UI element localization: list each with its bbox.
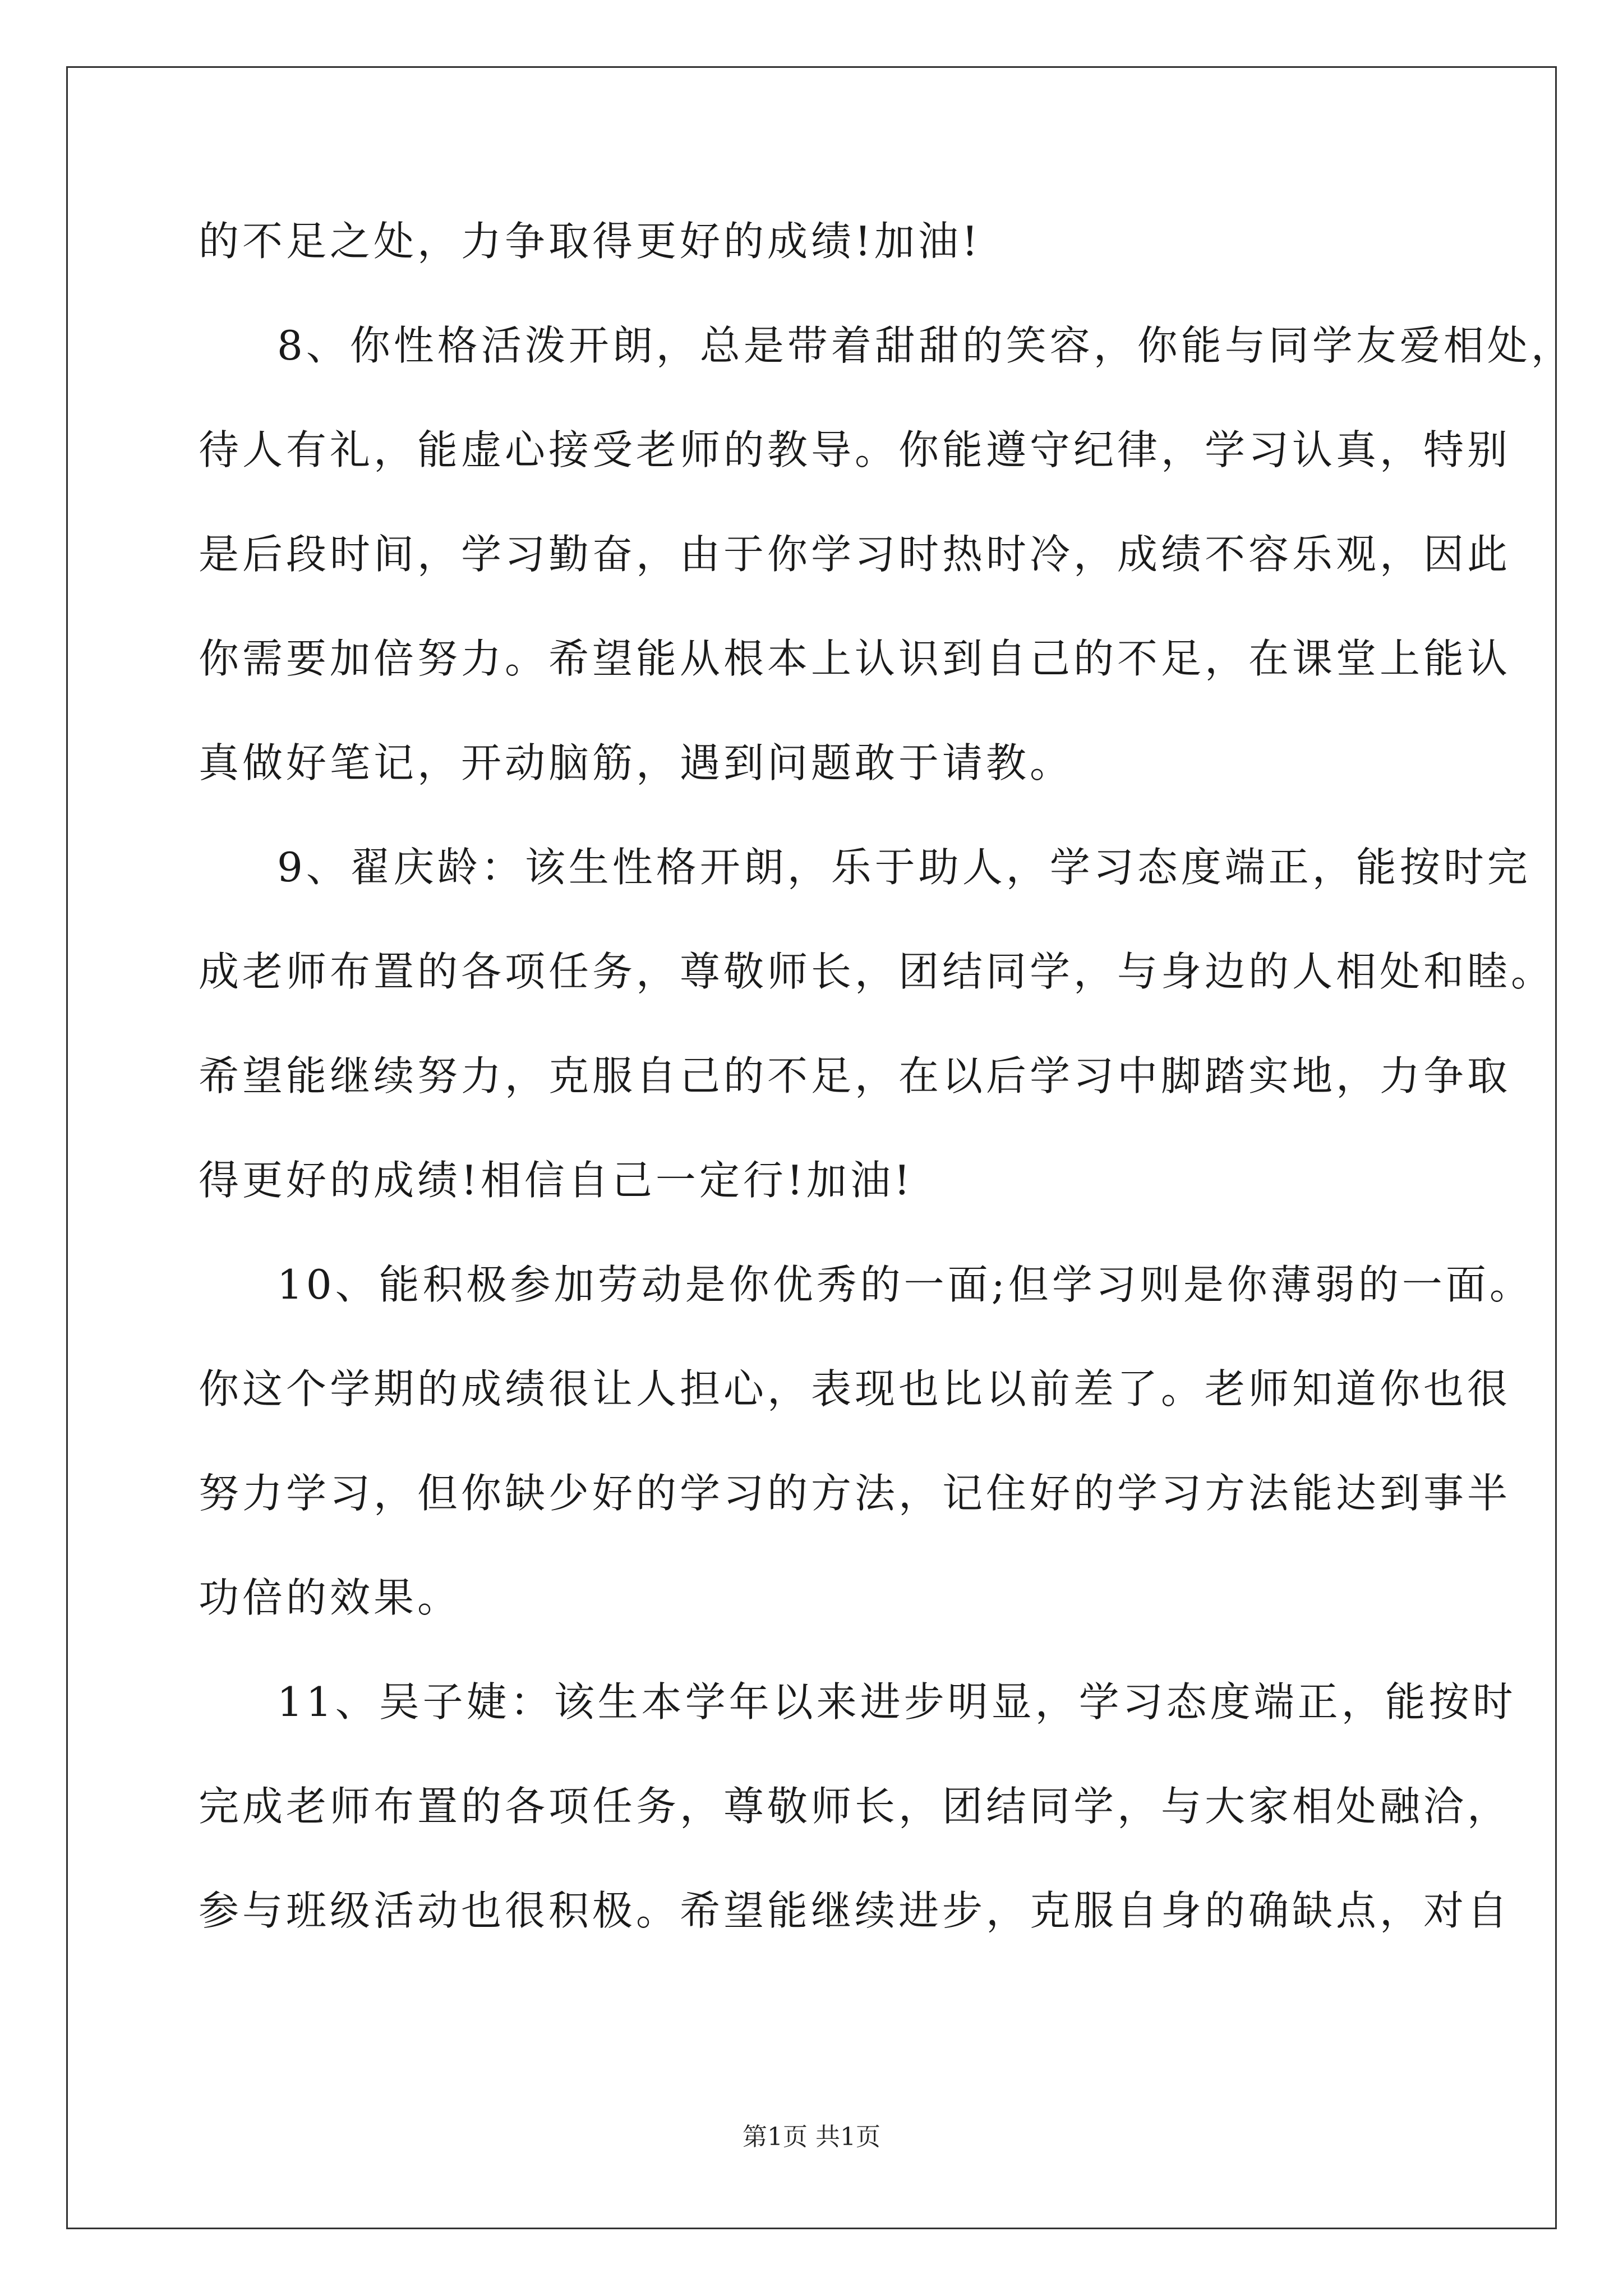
paragraph-8-start: 8、你性格活泼开朗，总是带着甜甜的笑容，你能与同学友爱相处， xyxy=(277,322,1575,369)
paragraph-11-start: 11、吴子婕：该生本学年以来进步明显，学习态度端正，能按时 xyxy=(277,1678,1516,1726)
text-line: 真做好笔记，开动脑筋，遇到问题敢于请教。 xyxy=(199,739,1074,786)
text-line: 的不足之处，力争取得更好的成绩!加油! xyxy=(199,218,981,265)
text-line: 你需要加倍努力。希望能从根本上认识到自己的不足，在课堂上能认 xyxy=(199,635,1511,682)
text-line: 你这个学期的成绩很让人担心，表现也比以前差了。老师知道你也很 xyxy=(199,1365,1511,1412)
text-line: 成老师布置的各项任务，尊敬师长，团结同学，与身边的人相处和睦。 xyxy=(199,948,1555,995)
text-line: 参与班级活动也很积极。希望能继续进步，克服自身的确缺点，对自 xyxy=(199,1887,1511,1934)
paragraph-9-start: 9、翟庆龄：该生性格开朗，乐于助人，学习态度端正，能按时完 xyxy=(277,844,1531,891)
text-line: 希望能继续努力，克服自己的不足，在以后学习中脚踏实地，力争取 xyxy=(199,1052,1511,1099)
text-line: 待人有礼，能虚心接受老师的教导。你能遵守纪律，学习认真，特别 xyxy=(199,426,1511,473)
paragraph-10-start: 10、能积极参加劳动是你优秀的一面;但学习则是你薄弱的一面。 xyxy=(277,1261,1533,1308)
text-line: 完成老师布置的各项任务，尊敬师长，团结同学，与大家相处融洽， xyxy=(199,1783,1511,1830)
text-line: 努力学习，但你缺少好的学习的方法，记住好的学习方法能达到事半 xyxy=(199,1470,1511,1517)
page-number-footer: 第1页 共1页 xyxy=(743,2123,880,2151)
text-line: 是后段时间，学习勤奋，由于你学习时热时冷，成绩不容乐观，因此 xyxy=(199,531,1511,578)
text-line: 得更好的成绩!相信自己一定行!加油! xyxy=(199,1157,914,1204)
text-line: 功倍的效果。 xyxy=(199,1574,462,1621)
